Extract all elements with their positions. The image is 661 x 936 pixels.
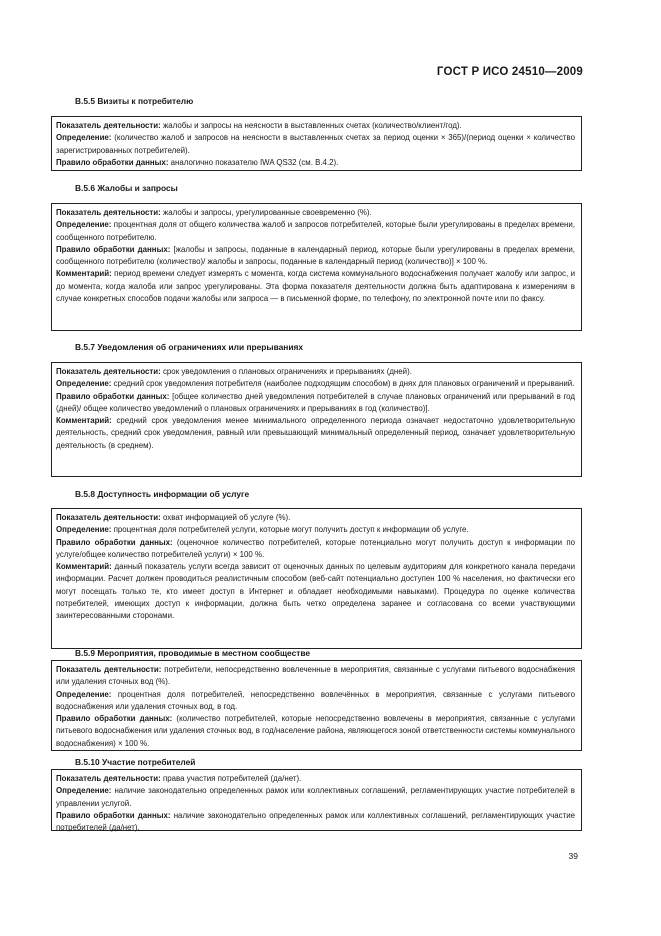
paragraph-text: права участия потребителей (да/нет). xyxy=(160,774,302,783)
paragraph-text: наличие законодательно определенных рамок или коллективных соглашений, регламентирующих участие потребителей (да/нет). xyxy=(56,810,575,833)
paragraph-label: Определение: xyxy=(56,379,112,389)
paragraph-label: Определение: xyxy=(56,689,112,699)
paragraph xyxy=(56,244,575,269)
paragraph xyxy=(56,391,575,416)
paragraph-text: (количество потребителей, которые непосредственно вовлечены в мероприятия, связанные с услугами питьевого водоснабжения или удаления сточных вод, в год/население района, являющегося зоной ответственности системы коммунального водоснабжения) × 100 %. xyxy=(56,714,575,748)
paragraph-label: Определение: xyxy=(56,220,112,230)
paragraph-text: средний срок уведомления потребителя (наиболее подходящим способом) в днях для плановых ограничений и прерываний. xyxy=(111,379,575,389)
paragraph xyxy=(56,512,575,524)
paragraph-text: (количество жалоб и запросов на неясности в выставленных счетах за период оценки × 365)/(период оценки × количество зарегистрированных потребителей). xyxy=(56,133,575,155)
paragraph xyxy=(56,785,575,810)
paragraph xyxy=(56,120,575,132)
paragraph-text: [жалобы и запросы, поданные в календарный период, которые были урегулированы в пределах времени, сообщенного потребителю (количество)/ жалобы и запросы, поданные в календарный период (количество)] × 100 %. xyxy=(56,244,576,267)
section-box-b56 xyxy=(51,203,582,331)
paragraph-text: срок уведомления о плановых ограничениях и прерываниях (дней). xyxy=(160,367,412,376)
paragraph-label: Определение: xyxy=(56,525,112,535)
section-box-b58 xyxy=(51,508,582,649)
page-number: 39 xyxy=(568,851,578,861)
paragraph xyxy=(56,810,575,835)
section-title-b57: В.5.7 Уведомления об ограничениях или прерываниях xyxy=(75,342,304,352)
paragraph-text: аналогично показателю IWA QS32 (см. В.4.2). xyxy=(168,157,339,167)
paragraph-text: потребители, непосредственно вовлеченные в мероприятия, связанные с услугами питьевого водоснабжения или удаления сточных вод (%). xyxy=(56,665,575,687)
paragraph xyxy=(56,157,575,169)
paragraph-text: процентная доля от общего количества жалоб и запросов потребителей, которые были урегулированы в пределах времени, сообщенного потребителю. xyxy=(56,220,575,242)
paragraph-label: Показатель деятельности: xyxy=(56,367,161,376)
paragraph-text: наличие законодательно определенных рамок или коллективных соглашений, регламентирующих участие потребителей в управлении услугой. xyxy=(56,786,575,808)
paragraph-text: процентная доля потребителей услуги, которые могут получить доступ к информации об услуге. xyxy=(111,525,469,535)
paragraph xyxy=(56,366,575,378)
section-title-b58: В.5.8 Доступность информации об услуге xyxy=(75,489,250,499)
paragraph-label: Правило обработки данных: xyxy=(56,244,171,254)
paragraph-text: охват информацией об услуге (%). xyxy=(160,513,291,522)
paragraph xyxy=(56,664,575,689)
paragraph-label: Показатель деятельности: xyxy=(56,774,161,783)
paragraph-label: Показатель деятельности: xyxy=(56,665,162,674)
paragraph-label: Показатель деятельности: xyxy=(56,121,161,130)
paragraph-text: (оценочное количество потребителей, которые потенциально могут получить доступ к информации по услуге/общее количество потребителей услуги) × 100 %. xyxy=(56,537,575,559)
paragraph-label: Правило обработки данных: xyxy=(56,537,173,547)
paragraph-label: Показатель деятельности: xyxy=(56,513,161,522)
section-box-b59 xyxy=(51,660,582,751)
paragraph-label: Определение: xyxy=(56,133,112,143)
section-box-b55 xyxy=(51,116,582,171)
section-title-b55: В.5.5 Визиты к потребителю xyxy=(75,96,194,106)
paragraph xyxy=(56,537,575,562)
section-title-b510: В.5.10 Участие потребителей xyxy=(75,757,196,767)
paragraph-label: Правило обработки данных: xyxy=(56,810,171,820)
section-title-b59: В.5.9 Мероприятия, проводимые в местном сообществе xyxy=(75,648,311,658)
section-box-b57 xyxy=(51,362,582,477)
paragraph-text: процентная доля потребителей, непосредственно вовлечённых в мероприятия, связанные с услугами питьевого водоснабжения или удаления сточных вод, в год. xyxy=(56,689,575,711)
paragraph-label: Комментарий: xyxy=(56,269,112,279)
paragraph-text: [общее количество дней уведомления потребителей в случае плановых ограничений или прерываний в год (дней)/ общее количество уведомлений о плановых ограничениях и прерываниях в год (количество)]. xyxy=(56,391,575,413)
paragraph-text: средний срок уведомления менее минимального определенного периода означает недостаточно удовлетворительную деятельность, средний срок уведомления, равный или превышающий минимальный определенный период, означает удовлетворительную деятельность (в среднем). xyxy=(56,416,575,450)
paragraph-label: Комментарий: xyxy=(56,562,112,572)
paragraph xyxy=(56,713,575,750)
paragraph-text: период времени следует измерять с момента, когда система коммунального водоснабжения получает жалобу или запрос, и до момента, когда жалоба или запрос урегулированы. Эта форма показателя деятельности должна быть адаптирована к измерениям в случае конкретных способов подачи жалобы или запроса — в письменной форме, по телефону, по электронной почте или по факсу. xyxy=(56,269,575,304)
paragraph xyxy=(56,561,575,622)
paragraph-label: Определение: xyxy=(56,786,112,796)
section-box-b510 xyxy=(51,769,582,831)
document-header: ГОСТ Р ИСО 24510—2009 xyxy=(436,66,583,78)
paragraph-text: жалобы и запросы на неясности в выставленных счетах (количество/клиент/год). xyxy=(160,121,462,130)
paragraph-label: Комментарий: xyxy=(56,416,112,426)
section-title-b56: В.5.6 Жалобы и запросы xyxy=(75,183,178,193)
paragraph-label: Показатель деятельности: xyxy=(56,208,161,217)
paragraph-text: жалобы и запросы, урегулированные своевременно (%). xyxy=(160,208,372,217)
paragraph xyxy=(56,132,575,157)
paragraph xyxy=(56,524,575,536)
paragraph xyxy=(56,219,575,244)
paragraph-label: Правило обработки данных: xyxy=(56,157,169,167)
paragraph xyxy=(56,689,575,714)
paragraph-label: Правило обработки данных: xyxy=(56,391,170,401)
paragraph xyxy=(56,415,575,452)
paragraph xyxy=(56,378,575,390)
paragraph xyxy=(56,773,575,785)
paragraph xyxy=(56,268,575,305)
paragraph xyxy=(56,207,575,219)
paragraph-text: данный показатель услуги всегда зависит от оценочных данных по целевым аудиториям для конкретного канала передачи информации. Расчет должен проводиться реалистичным способом (веб-сайт потенциально доступен 100 % населения, но фактически его могут посещать только те, кто имеет доступ в Интернет и обладает необходимыми навыками). Процедура по оценке количества потребителей, имеющих доступ к информации, должна быть четко определена заранее и согласована со всеми участвующими заинтересованными сторонами. xyxy=(56,562,575,621)
paragraph-label: Правило обработки данных: xyxy=(56,714,173,724)
